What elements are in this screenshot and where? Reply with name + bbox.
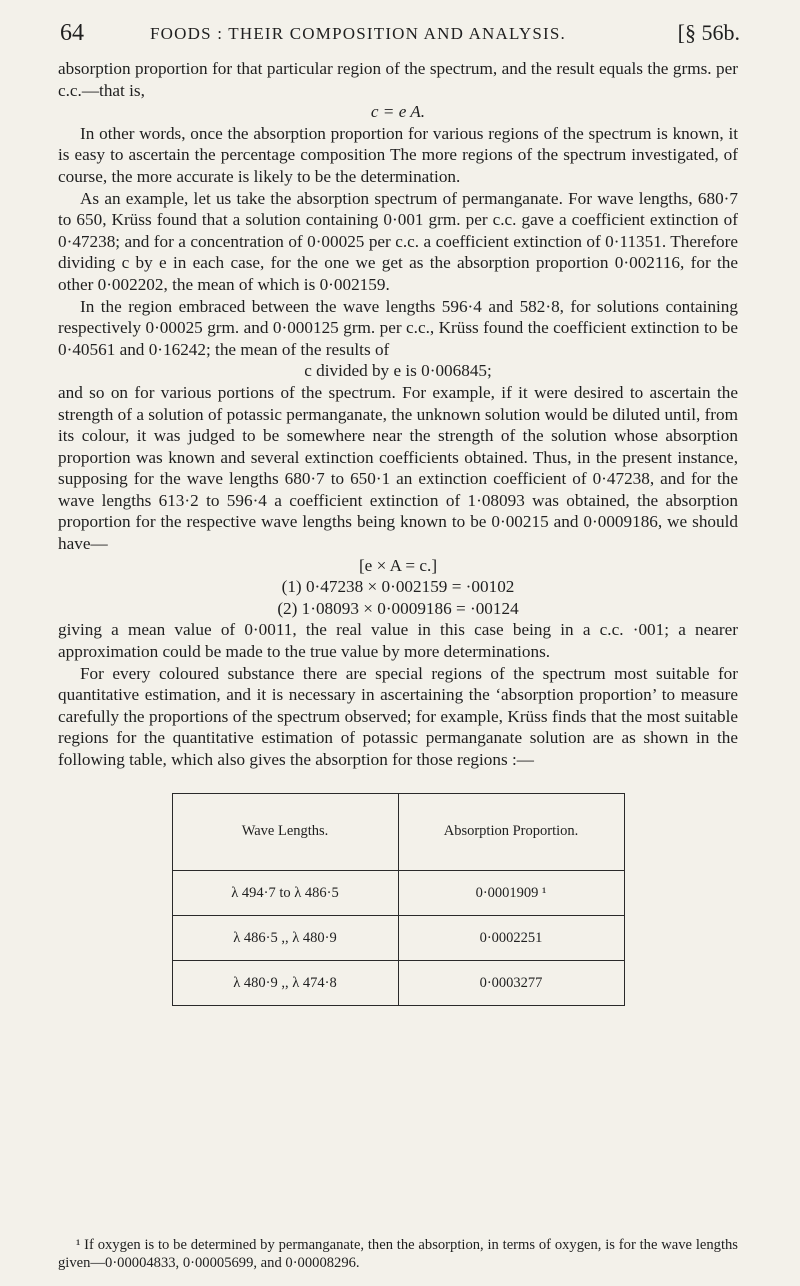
paragraph: In other words, once the absorption proportion for various regions of the spectrum is known, it is easy to ascertain the percentage composition The more regions of the spectrum investigated, of course, the more accurate is likely to be the determination.: [58, 123, 738, 186]
equation: (1) 0·47238 × 0·002159 = ·00102: [281, 577, 515, 597]
table-cell: λ 494·7 to λ 486·5: [172, 870, 398, 915]
running-head: FOODS : THEIR COMPOSITION AND ANALYSIS.: [150, 24, 566, 43]
paragraph: and so on for various portions of the spectrum. For example, if it were desired to ascertain the strength of a solution of potassic permanganate, the unknown solution would be diluted until, from its colour, it was judged to be somewhere near the strength of the solution whose absorption proportion was known and several extinction coefficients obtained. Thus, in the present instance, supposing for the wave lengths 680·7 to 650·1 an extinction coefficient of 0·47238, and for the wave lengths 613·2 to 596·4 a coefficient extinction of 1·08093 was obtained, the absorption proportion for the respective wave lengths being known to be 0·00215 and 0·0009186, we should have—: [58, 382, 738, 554]
table-cell: 0·0001909 ¹: [398, 870, 624, 915]
table-header-row: [172, 793, 624, 870]
equation: [e × A = c.]: [358, 555, 438, 575]
absorption-table: [172, 793, 625, 1006]
equation: c divided by e is 0·006845;: [304, 361, 492, 381]
main-text: [58, 58, 738, 1006]
table-cell: λ 486·5 ,, λ 480·9: [172, 915, 398, 960]
table-cell: λ 480·9 ,, λ 474·8: [172, 960, 398, 1005]
paragraph: In the region embraced between the wave lengths 596·4 and 582·8, for solutions containing respectively 0·00025 grm. and 0·000125 grm. per c.c., Krüss found the coefficient extinction to be 0·40561 and 0·16242; the mean of the results of: [58, 296, 738, 359]
page-number: 64: [60, 20, 84, 46]
table-row: [172, 870, 624, 915]
table-row: [172, 915, 624, 960]
paragraph: giving a mean value of 0·0011, the real value in this case being in a c.c. ·001; a nearer approximation could be made to the true value by more determinations.: [58, 620, 738, 662]
table-cell: 0·0003277: [398, 960, 624, 1005]
section-mark: [§ 56b.: [677, 20, 740, 45]
table-row: [172, 960, 624, 1005]
paragraph: For every coloured substance there are special regions of the spectrum most suitable for quantitative estimation, and it is necessary in ascertaining the ‘absorption proportion’ to measure carefully the proportions of the spectrum observed; for example, Krüss finds that the most suitable regions for the quantitative estimation of potassic permanganate solution are as shown in the following table, which also gives the absorption for those regions :—: [58, 663, 738, 769]
page-header: [60, 20, 740, 54]
footnote: ¹ If oxygen is to be determined by permanganate, then the absorption, in terms of oxygen, is for the wave lengths given—0·00004833, 0·00005699, and 0·00008296.: [58, 1236, 738, 1271]
table-cell: 0·0002251: [398, 915, 624, 960]
paragraph: As an example, let us take the absorption spectrum of permanganate. For wave lengths, 680·7 to 650, Krüss found that a solution containing 0·001 grm. per c.c. gave a coefficient extinction of 0·47238; and for a concentration of 0·00025 per c.c. a coefficient extinction of 0·11351. Therefore dividing c by e in each case, for the one we get as the absorption proportion 0·002116, for the other 0·002202, the mean of which is 0·002159.: [58, 188, 738, 294]
column-header: Absorption Proportion.: [398, 793, 624, 870]
equation: c = e A.: [370, 102, 426, 122]
paragraph: absorption proportion for that particular region of the spectrum, and the result equals the grms. per c.c.—that is,: [58, 59, 738, 100]
column-header: Wave Lengths.: [172, 793, 398, 870]
equation: (2) 1·08093 × 0·0009186 = ·00124: [277, 598, 519, 618]
